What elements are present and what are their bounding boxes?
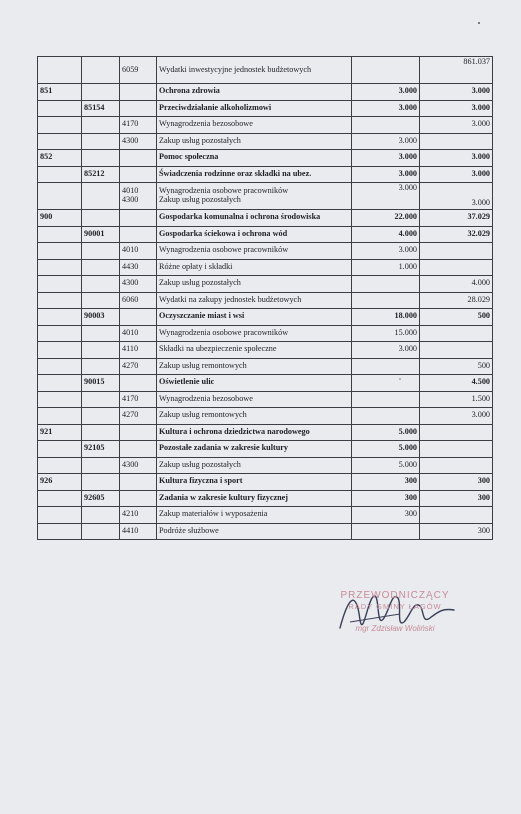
table-row <box>38 457 493 474</box>
description-cell: Wydatki inwestycyjne jednostek budżetowych <box>157 57 352 84</box>
dzial-cell <box>38 226 82 243</box>
table-row <box>38 210 493 227</box>
dzial-cell: 851 <box>38 84 82 101</box>
increase-cell: 3.000 <box>420 166 493 183</box>
increase-cell: 4.000 <box>420 276 493 293</box>
rozdzial-cell: 92105 <box>82 441 120 458</box>
decrease-cell <box>352 292 420 309</box>
description-cell: Wynagrodzenia osobowe pracowników <box>157 325 352 342</box>
description-cell: Wynagrodzenia osobowe pracowników Zakup usług pozostałych <box>157 183 352 210</box>
description-cell: Podróże służbowe <box>157 523 352 540</box>
description-cell: Wynagrodzenia osobowe pracowników <box>157 243 352 260</box>
paragraph-cell <box>120 441 157 458</box>
description-cell: Oczyszczanie miast i wsi <box>157 309 352 326</box>
dzial-cell <box>38 342 82 359</box>
dzial-cell: 921 <box>38 424 82 441</box>
description-cell: Składki na ubezpieczenie społeczne <box>157 342 352 359</box>
rozdzial-cell <box>82 424 120 441</box>
paragraph-cell: 4170 <box>120 391 157 408</box>
paragraph-cell <box>120 424 157 441</box>
table-row <box>38 150 493 167</box>
paragraph-cell: 6059 <box>120 57 157 84</box>
dzial-cell: 900 <box>38 210 82 227</box>
rozdzial-cell: 90015 <box>82 375 120 392</box>
rozdzial-cell: 85212 <box>82 166 120 183</box>
dzial-cell <box>38 166 82 183</box>
paragraph-cell: 4270 <box>120 408 157 425</box>
dzial-cell <box>38 183 82 210</box>
decrease-cell: 300 <box>352 490 420 507</box>
rozdzial-cell <box>82 259 120 276</box>
description-cell: Gospodarka ściekowa i ochrona wód <box>157 226 352 243</box>
paragraph-cell: 4010 4300 <box>120 183 157 210</box>
paragraph-cell: 4170 <box>120 117 157 134</box>
rozdzial-cell <box>82 57 120 84</box>
description-cell: Zadania w zakresie kultury fizycznej <box>157 490 352 507</box>
rozdzial-cell <box>82 276 120 293</box>
paragraph-cell: 4210 <box>120 507 157 524</box>
paragraph-cell: 6060 <box>120 292 157 309</box>
table-row <box>38 490 493 507</box>
rozdzial-cell <box>82 243 120 260</box>
paragraph-cell: 4010 <box>120 243 157 260</box>
dzial-cell <box>38 309 82 326</box>
rozdzial-cell <box>82 325 120 342</box>
table-row <box>38 183 493 210</box>
rozdzial-cell: 85154 <box>82 100 120 117</box>
decrease-cell: 3.000 <box>352 166 420 183</box>
decrease-cell: 3.000 <box>352 133 420 150</box>
decrease-cell: 3.000 <box>352 183 420 210</box>
dzial-cell <box>38 100 82 117</box>
increase-cell <box>420 457 493 474</box>
description-cell: Wydatki na zakupy jednostek budżetowych <box>157 292 352 309</box>
description-cell: Ochrona zdrowia <box>157 84 352 101</box>
increase-cell: 500 <box>420 358 493 375</box>
rozdzial-cell: 90003 <box>82 309 120 326</box>
dzial-cell <box>38 358 82 375</box>
increase-cell: 300 <box>420 523 493 540</box>
description-cell: Kultura fizyczna i sport <box>157 474 352 491</box>
decrease-cell <box>352 117 420 134</box>
table-row <box>38 166 493 183</box>
table-row <box>38 243 493 260</box>
dzial-cell: 852 <box>38 150 82 167</box>
description-cell: Zakup usług remontowych <box>157 358 352 375</box>
table-row <box>38 259 493 276</box>
increase-cell: 3.000 <box>420 183 493 210</box>
paragraph-cell <box>120 375 157 392</box>
dzial-cell <box>38 408 82 425</box>
description-cell: Różne opłaty i składki <box>157 259 352 276</box>
dzial-cell <box>38 507 82 524</box>
paragraph-cell: 4010 <box>120 325 157 342</box>
decrease-cell: 1.000 <box>352 259 420 276</box>
decrease-cell: 3.000 <box>352 243 420 260</box>
increase-cell: 3.000 <box>420 408 493 425</box>
increase-cell <box>420 325 493 342</box>
increase-cell: 3.000 <box>420 84 493 101</box>
table-row <box>38 100 493 117</box>
increase-cell: 300 <box>420 474 493 491</box>
description-cell: Pomoc społeczna <box>157 150 352 167</box>
description-cell: Zakup usług pozostałych <box>157 133 352 150</box>
decrease-cell <box>352 391 420 408</box>
description-cell: Gospodarka komunalna i ochrona środowiska <box>157 210 352 227</box>
increase-cell: 3.000 <box>420 150 493 167</box>
dzial-cell <box>38 441 82 458</box>
decrease-cell: 5.000 <box>352 424 420 441</box>
paragraph-cell: 4300 <box>120 133 157 150</box>
decrease-cell: 4.000 <box>352 226 420 243</box>
table-row <box>38 325 493 342</box>
rozdzial-cell <box>82 210 120 227</box>
table-row <box>38 57 493 84</box>
table-row <box>38 474 493 491</box>
increase-cell: 1.500 <box>420 391 493 408</box>
rozdzial-cell: 92605 <box>82 490 120 507</box>
increase-cell <box>420 342 493 359</box>
dzial-cell <box>38 523 82 540</box>
increase-cell: 32.029 <box>420 226 493 243</box>
decrease-cell <box>352 523 420 540</box>
rozdzial-cell <box>82 117 120 134</box>
paragraph-cell <box>120 226 157 243</box>
decrease-cell: 3.000 <box>352 342 420 359</box>
description-cell: Wynagrodzenia bezosobowe <box>157 117 352 134</box>
dzial-cell <box>38 57 82 84</box>
rozdzial-cell <box>82 457 120 474</box>
dzial-cell <box>38 133 82 150</box>
paragraph-cell: 4110 <box>120 342 157 359</box>
paragraph-cell <box>120 309 157 326</box>
dzial-cell <box>38 490 82 507</box>
decrease-cell: 300 <box>352 507 420 524</box>
stamp-signatory: mgr Zdzisław Woliński <box>355 624 435 633</box>
description-cell: Oświetlenie ulic <box>157 375 352 392</box>
decrease-cell <box>352 276 420 293</box>
increase-cell <box>420 243 493 260</box>
dzial-cell <box>38 243 82 260</box>
table-row <box>38 358 493 375</box>
decrease-cell <box>352 375 420 392</box>
paragraph-cell <box>120 150 157 167</box>
table-row <box>38 523 493 540</box>
scan-speck <box>399 378 401 380</box>
rozdzial-cell <box>82 292 120 309</box>
increase-cell <box>420 507 493 524</box>
paragraph-cell: 4300 <box>120 457 157 474</box>
paragraph-cell <box>120 490 157 507</box>
stamp-title: PRZEWODNICZĄCY <box>340 590 450 601</box>
increase-cell: 28.029 <box>420 292 493 309</box>
stamp-council: RADY GMINY ŁAGÓW <box>348 602 442 611</box>
dzial-cell <box>38 457 82 474</box>
table-row <box>38 84 493 101</box>
description-cell: Pozostałe zadania w zakresie kultury <box>157 441 352 458</box>
table-row <box>38 441 493 458</box>
description-cell: Świadczenia rodzinne oraz składki na ubez. <box>157 166 352 183</box>
rozdzial-cell <box>82 358 120 375</box>
increase-cell: 500 <box>420 309 493 326</box>
paragraph-cell <box>120 100 157 117</box>
rozdzial-cell <box>82 391 120 408</box>
dzial-cell <box>38 375 82 392</box>
decrease-cell: 5.000 <box>352 457 420 474</box>
table-row <box>38 117 493 134</box>
table-row <box>38 309 493 326</box>
decrease-cell: 22.000 <box>352 210 420 227</box>
table-row <box>38 342 493 359</box>
increase-cell <box>420 424 493 441</box>
description-cell: Kultura i ochrona dziedzictwa narodowego <box>157 424 352 441</box>
paragraph-cell <box>120 474 157 491</box>
dzial-cell <box>38 117 82 134</box>
paragraph-cell <box>120 166 157 183</box>
increase-cell: 300 <box>420 490 493 507</box>
paragraph-cell: 4300 <box>120 276 157 293</box>
rozdzial-cell <box>82 408 120 425</box>
decrease-cell <box>352 358 420 375</box>
table-row <box>38 391 493 408</box>
rozdzial-cell <box>82 183 120 210</box>
rozdzial-cell <box>82 523 120 540</box>
description-cell: Wynagrodzenia bezosobowe <box>157 391 352 408</box>
rozdzial-cell <box>82 133 120 150</box>
paragraph-cell <box>120 84 157 101</box>
dzial-cell <box>38 292 82 309</box>
table-row <box>38 292 493 309</box>
rozdzial-cell <box>82 84 120 101</box>
rozdzial-cell <box>82 150 120 167</box>
decrease-cell: 3.000 <box>352 150 420 167</box>
table-row <box>38 507 493 524</box>
table-row <box>38 424 493 441</box>
decrease-cell <box>352 57 420 84</box>
table-row <box>38 133 493 150</box>
dzial-cell <box>38 276 82 293</box>
rozdzial-cell: 90001 <box>82 226 120 243</box>
dzial-cell <box>38 325 82 342</box>
dzial-cell: 926 <box>38 474 82 491</box>
budget-table <box>37 56 493 540</box>
rozdzial-cell <box>82 474 120 491</box>
dzial-cell <box>38 391 82 408</box>
decrease-cell: 3.000 <box>352 84 420 101</box>
increase-cell: 37.029 <box>420 210 493 227</box>
decrease-cell: 15.000 <box>352 325 420 342</box>
description-cell: Zakup usług pozostałych <box>157 457 352 474</box>
decrease-cell: 5.000 <box>352 441 420 458</box>
decrease-cell: 18.000 <box>352 309 420 326</box>
description-cell: Zakup materiałów i wyposażenia <box>157 507 352 524</box>
increase-cell <box>420 133 493 150</box>
rozdzial-cell <box>82 342 120 359</box>
paragraph-cell: 4270 <box>120 358 157 375</box>
table-row <box>38 276 493 293</box>
official-stamp <box>330 590 460 633</box>
dzial-cell <box>38 259 82 276</box>
increase-cell: 861.037 <box>420 57 493 84</box>
description-cell: Przeciwdziałanie alkoholizmowi <box>157 100 352 117</box>
scan-speck <box>478 22 480 24</box>
paragraph-cell <box>120 210 157 227</box>
increase-cell: 3.000 <box>420 100 493 117</box>
increase-cell <box>420 441 493 458</box>
increase-cell <box>420 259 493 276</box>
table-row <box>38 408 493 425</box>
table-row <box>38 226 493 243</box>
paragraph-cell: 4430 <box>120 259 157 276</box>
decrease-cell <box>352 408 420 425</box>
description-cell: Zakup usług remontowych <box>157 408 352 425</box>
decrease-cell: 3.000 <box>352 100 420 117</box>
increase-cell: 3.000 <box>420 117 493 134</box>
table-row <box>38 375 493 392</box>
description-cell: Zakup usług pozostałych <box>157 276 352 293</box>
rozdzial-cell <box>82 507 120 524</box>
decrease-cell: 300 <box>352 474 420 491</box>
paragraph-cell: 4410 <box>120 523 157 540</box>
increase-cell: 4.500 <box>420 375 493 392</box>
